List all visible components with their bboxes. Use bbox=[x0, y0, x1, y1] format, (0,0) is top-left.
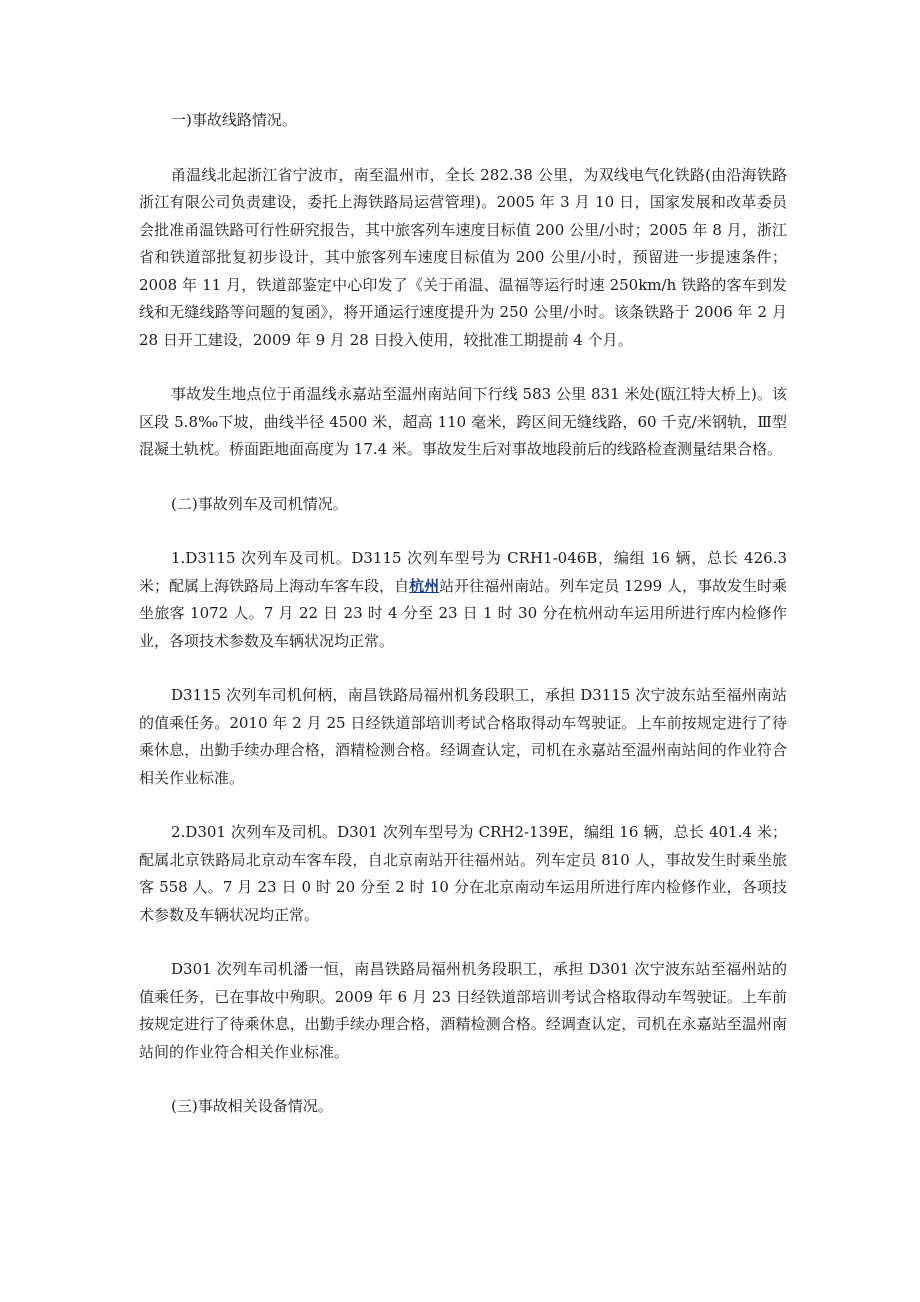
section-heading-train-driver: (二)事故列车及司机情况。 bbox=[171, 494, 348, 513]
paragraph-d301-train: 2.D301 次列车及司机。D301 次列车型号为 CRH2-139E，编组 16 辆，总长 401.4 米；配属北京铁路局北京动车客车段，自北京南站开往福州站。列车定员 810 人，事故发生时乘坐旅客 558 人。7 月 23 日 0 时 20 分至 2 时 10 分在北京南动车运用所进行库内检修作业，各项技术参数及车辆状况均正常。 bbox=[139, 823, 787, 924]
paragraph-d3115-text-before: 1.D3115 次列车及司机。D3115 次列车型号为 CRH1-046B，编组 16 辆，总长 426.3 米；配属上海铁路局上海动车客车段，自 bbox=[139, 549, 787, 595]
paragraph-line-overview: 甬温线北起浙江省宁波市，南至温州市，全长 282.38 公里，为双线电气化铁路(由沿海铁路浙江有限公司负责建设，委托上海铁路局运营管理)。2005 年 3 月 10 日，国家发展和改革委员会批准甬温铁路可行性研究报告，其中旅客列车速度目标值 200 公里/小时；2005 年 8 月，浙江省和铁道部批复初步设计，其中旅客列车速度目标值为 200 公里/小时，预留进一步提速条件；2008 年 11 月，铁道部鉴定中心印发了《关于甬温、温福等运行时速 250km/h 铁路的客车到发线和无缝线路等问题的复函》，将开通运行速度提升为 250 公里/小时。该条铁路于 2006 年 2 月 28 日开工建设，2009 年 9 月 28 日投入使用，较批准工期提前 4 个月。 bbox=[139, 165, 787, 349]
paragraph-d3115-driver: D3115 次列车司机何柄，南昌铁路局福州机务段职工，承担 D3115 次宁波东站至福州南站的值乘任务。2010 年 2 月 25 日经铁道部培训考试合格取得动车驾驶证。上车前按规定进行了待乘休息，出勤手续办理合格，酒精检测合格。经调查认定，司机在永嘉站至温州南站间的作业符合相关作业标准。 bbox=[139, 686, 787, 787]
section-heading-equipment: (三)事故相关设备情况。 bbox=[171, 1097, 333, 1115]
hangzhou-link[interactable]: 杭州 bbox=[409, 576, 440, 595]
paragraph-d3115-train bbox=[139, 545, 787, 655]
paragraph-d3115-text-after: 站开往福州南站。列车定员 1299 人，事故发生时乘坐旅客 1072 人。7 月 22 日 23 时 4 分至 23 日 1 时 30 分在杭州动车运用所进行库内检修作业，各项技术参数及车辆状况均正常。 bbox=[139, 576, 787, 650]
section-heading-line: 一)事故线路情况。 bbox=[171, 111, 297, 129]
document-body bbox=[139, 107, 787, 1148]
paragraph-accident-location: 事故发生地点位于甬温线永嘉站至温州南站间下行线 583 公里 831 米处(瓯江特大桥上)。该区段 5.8‰下坡，曲线半径 4500 米，超高 110 毫米，跨区间无缝线路，60 千克/米钢轨，Ⅲ型混凝土轨枕。桥面距地面高度为 17.4 米。事故发生后对事故地段前后的线路检查测量结果合格。 bbox=[139, 385, 787, 458]
paragraph-d301-driver: D301 次列车司机潘一恒，南昌铁路局福州机务段职工，承担 D301 次宁波东站至福州站的值乘任务，已在事故中殉职。2009 年 6 月 23 日经铁道部培训考试合格取得动车驾驶证。上车前按规定进行了待乘休息，出勤手续办理合格，酒精检测合格。经调查认定，司机在永嘉站至温州南站间的作业符合相关作业标准。 bbox=[139, 960, 787, 1061]
